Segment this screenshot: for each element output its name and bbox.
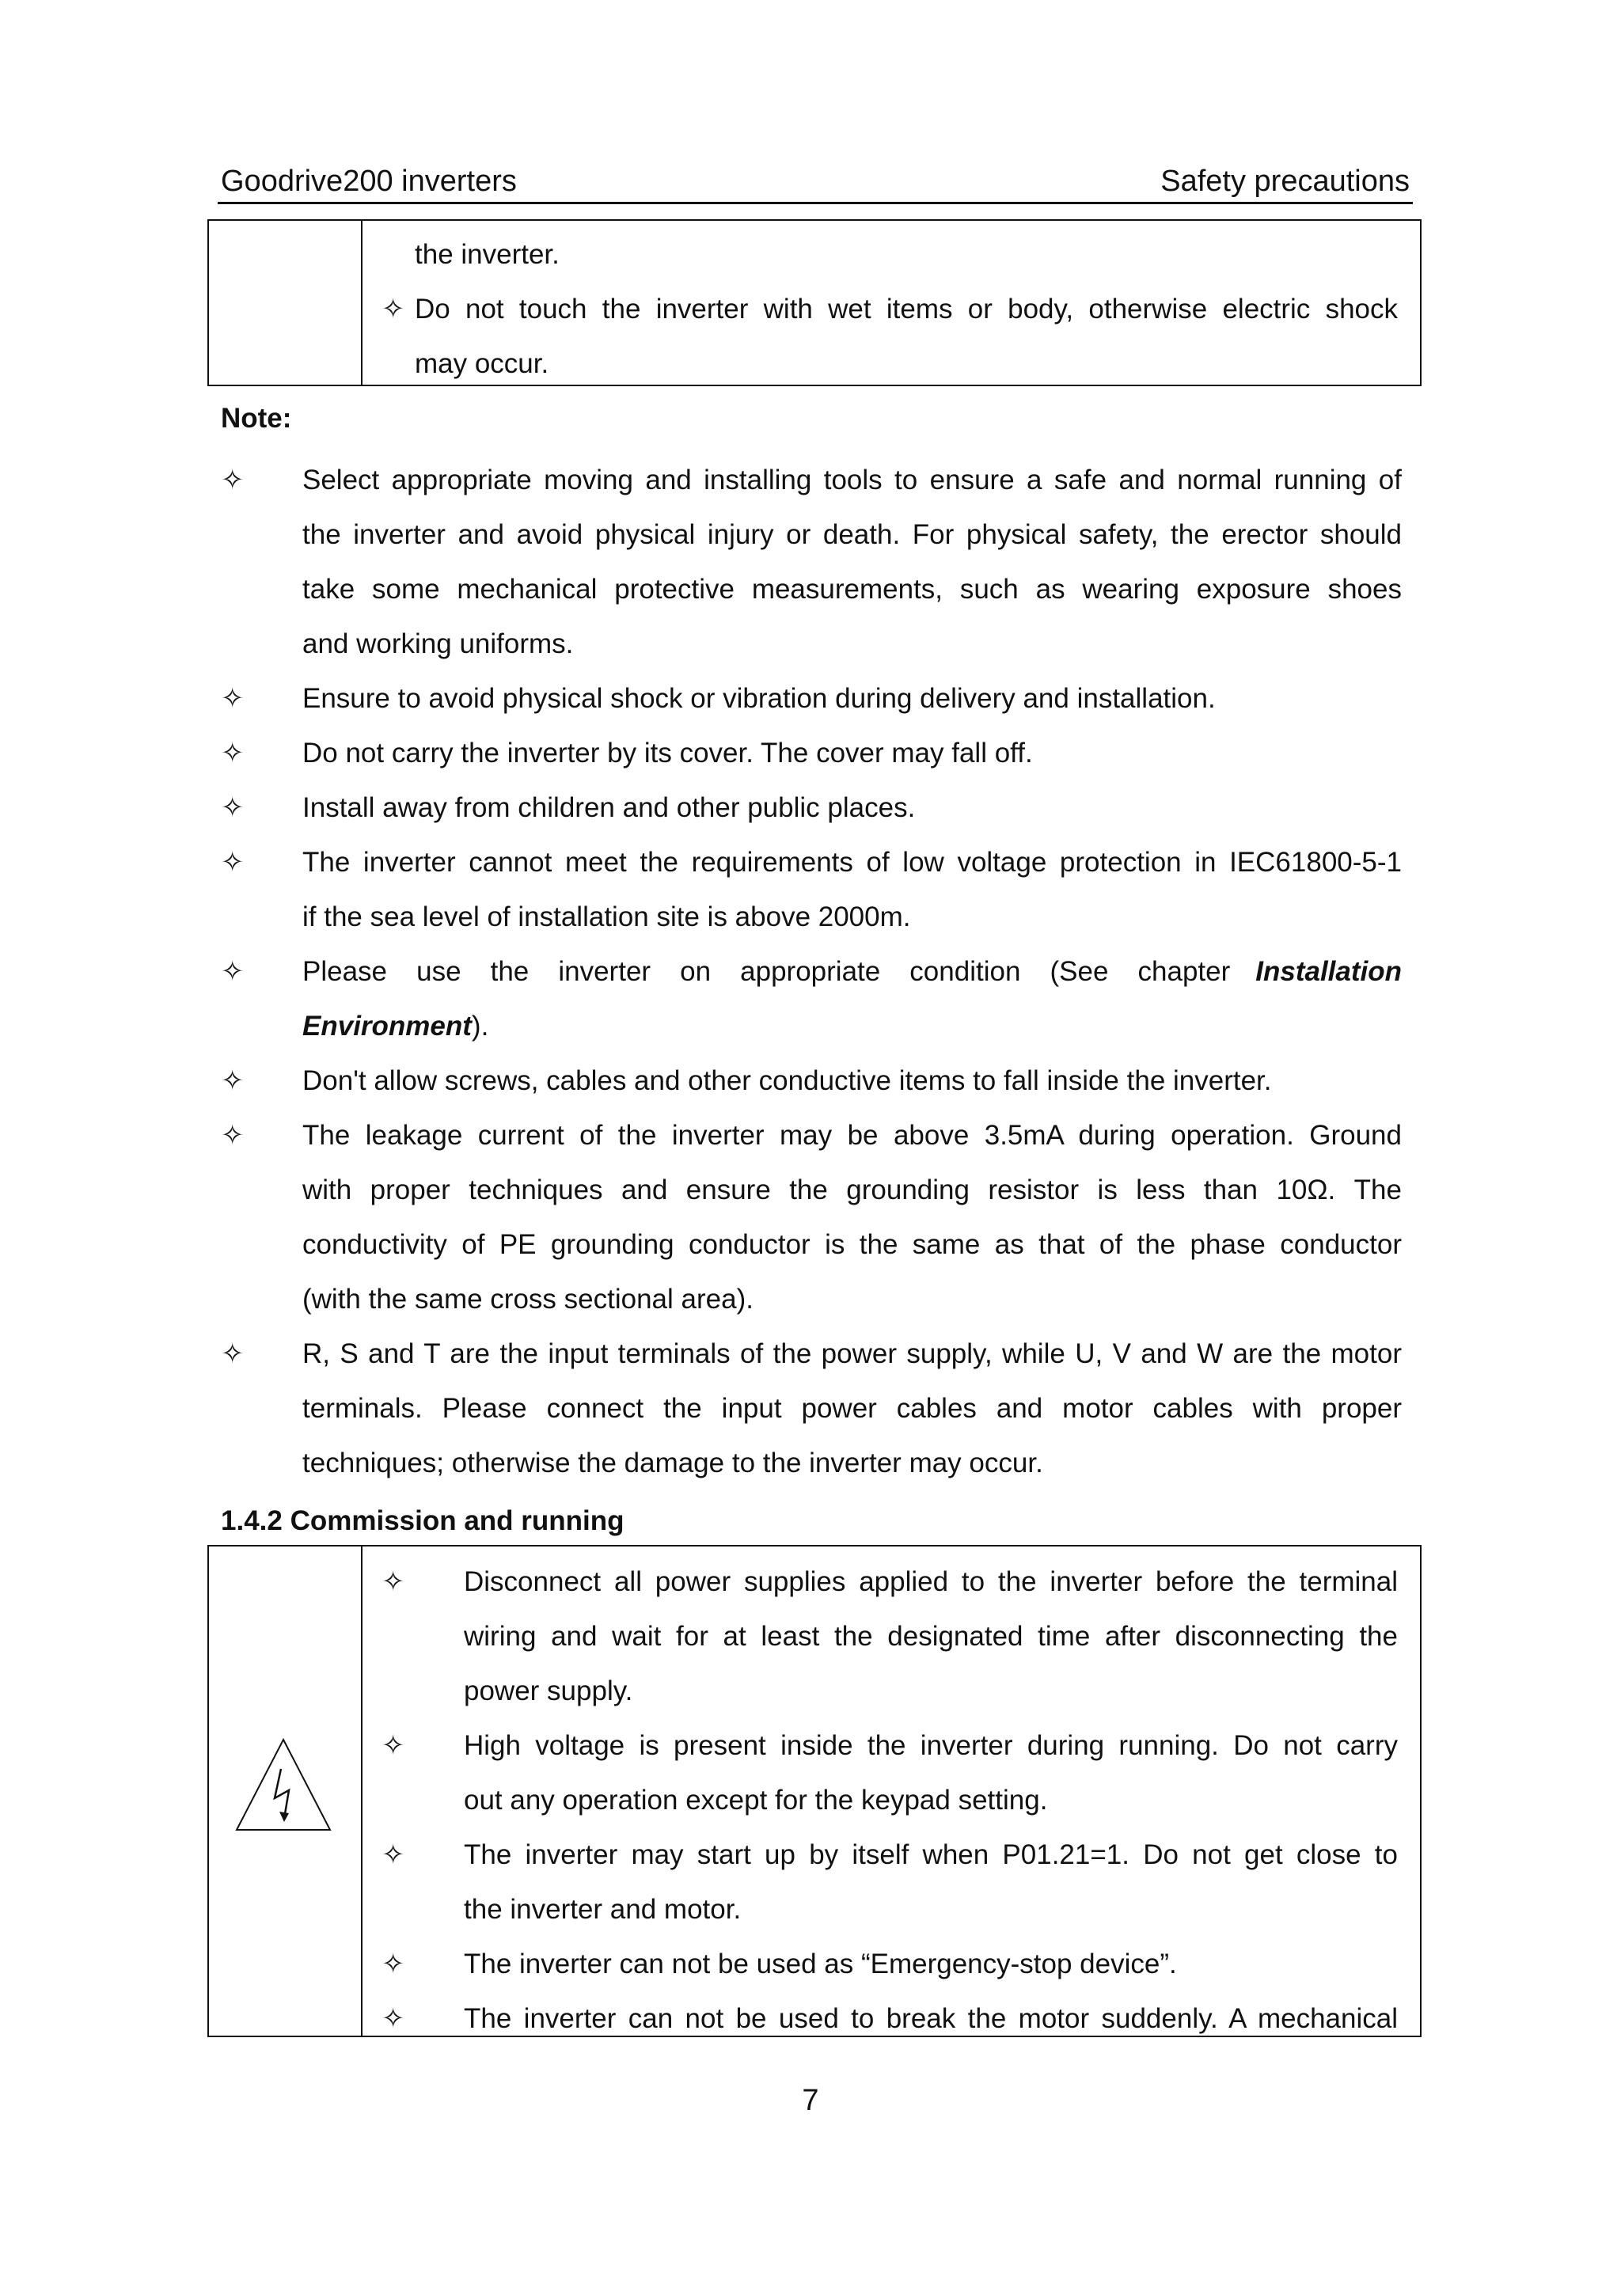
note-6-prefix-text: Please use the inverter on appropriate condition (See chapter bbox=[302, 956, 1231, 987]
bullet-icon: ✧ bbox=[221, 465, 245, 495]
note-5-line-1: The inverter cannot meet the requirements of low voltage protection in IEC61800-5-1 bbox=[302, 847, 1402, 878]
note-8-line-1: The leakage current of the inverter may be above 3.5mA during operation. Ground bbox=[302, 1120, 1402, 1151]
bullet-icon: ✧ bbox=[221, 1065, 245, 1096]
note-1-line-1: Select appropriate moving and installing tools to ensure a safe and normal running of bbox=[302, 465, 1402, 495]
bullet-icon: ✧ bbox=[221, 792, 245, 823]
bullet-icon: ✧ bbox=[221, 1338, 245, 1369]
box2-item-4-line-1: The inverter can not be used as “Emergency-stop device”. bbox=[464, 1949, 1177, 1979]
header-rule bbox=[218, 202, 1413, 204]
bullet-icon: ✧ bbox=[221, 683, 245, 714]
bullet-icon: ✧ bbox=[382, 294, 405, 324]
section-heading: 1.4.2 Commission and running bbox=[221, 1505, 624, 1536]
note-6-suffix: ). bbox=[471, 1011, 489, 1042]
bullet-icon: ✧ bbox=[382, 1566, 405, 1597]
box2-item-3-line-1: The inverter may start up by itself when P01.21=1. Do not get close to bbox=[464, 1839, 1398, 1870]
box2-item-1-line-1: Disconnect all power supplies applied to the inverter before the terminal bbox=[464, 1566, 1398, 1597]
box2-item-2-line-2: out any operation except for the keypad setting. bbox=[464, 1785, 1048, 1816]
table-divider bbox=[361, 1546, 363, 2036]
box2-item-5-line-1: The inverter can not be used to break the motor suddenly. A mechanical bbox=[464, 2003, 1398, 2034]
box1-line-3: may occur. bbox=[415, 348, 549, 379]
high-voltage-warning-icon bbox=[232, 1733, 335, 1836]
table-divider bbox=[361, 221, 363, 385]
box1-line-2: Do not touch the inverter with wet items or body, otherwise electric shock bbox=[415, 294, 1398, 324]
note-6-bold-term-2: Environment bbox=[302, 1011, 472, 1042]
note-2-line-1: Ensure to avoid physical shock or vibration during delivery and installation. bbox=[302, 683, 1216, 714]
note-6-line-1 bbox=[302, 958, 1402, 985]
note-6-prefix bbox=[302, 958, 1230, 985]
note-9-line-3: techniques; otherwise the damage to the inverter may occur. bbox=[302, 1448, 1043, 1478]
note-7-line-1: Don't allow screws, cables and other conductive items to fall inside the inverter. bbox=[302, 1065, 1272, 1096]
box2-item-1-line-3: power supply. bbox=[464, 1676, 633, 1706]
bullet-icon: ✧ bbox=[221, 956, 245, 987]
note-9-line-2: terminals. Please connect the input power cables and motor cables with proper bbox=[302, 1393, 1402, 1424]
note-8-line-2: with proper techniques and ensure the grounding resistor is less than 10Ω. The bbox=[302, 1175, 1402, 1205]
box1-line-1: the inverter. bbox=[415, 239, 560, 270]
note-1-line-2: the inverter and avoid physical injury or death. For physical safety, the erector should bbox=[302, 519, 1402, 550]
box2-item-2-line-1: High voltage is present inside the inverter during running. Do not carry bbox=[464, 1730, 1398, 1761]
box2-item-3-line-2: the inverter and motor. bbox=[464, 1894, 742, 1925]
bullet-icon: ✧ bbox=[382, 1839, 405, 1870]
page-number: 7 bbox=[802, 2084, 819, 2117]
note-6-bold-term: Installation bbox=[1255, 956, 1402, 987]
note-6-line-2 bbox=[302, 1012, 488, 1040]
note-5-line-2: if the sea level of installation site is above 2000m. bbox=[302, 901, 911, 932]
note-1-line-4: and working uniforms. bbox=[302, 628, 574, 659]
note-3-line-1: Do not carry the inverter by its cover. The cover may fall off. bbox=[302, 738, 1033, 768]
bullet-icon: ✧ bbox=[221, 738, 245, 768]
note-label: Note: bbox=[221, 403, 292, 434]
note-9-line-1: R, S and T are the input terminals of the power supply, while U, V and W are the motor bbox=[302, 1338, 1402, 1369]
bullet-icon: ✧ bbox=[382, 2003, 405, 2034]
box2-item-1-line-2: wiring and wait for at least the designated time after disconnecting the bbox=[464, 1621, 1398, 1652]
note-8-line-3: conductivity of PE grounding conductor is the same as that of the phase conductor bbox=[302, 1229, 1402, 1260]
bullet-icon: ✧ bbox=[221, 847, 245, 878]
note-4-line-1: Install away from children and other public places. bbox=[302, 792, 916, 823]
bullet-icon: ✧ bbox=[221, 1120, 245, 1151]
bullet-icon: ✧ bbox=[382, 1949, 405, 1979]
note-1-line-3: take some mechanical protective measurements, such as wearing exposure shoes bbox=[302, 574, 1402, 605]
bullet-icon: ✧ bbox=[382, 1730, 405, 1761]
header-document-title: Goodrive200 inverters bbox=[221, 165, 517, 198]
note-8-line-4: (with the same cross sectional area). bbox=[302, 1284, 754, 1315]
header-chapter-title: Safety precautions bbox=[1160, 165, 1410, 198]
